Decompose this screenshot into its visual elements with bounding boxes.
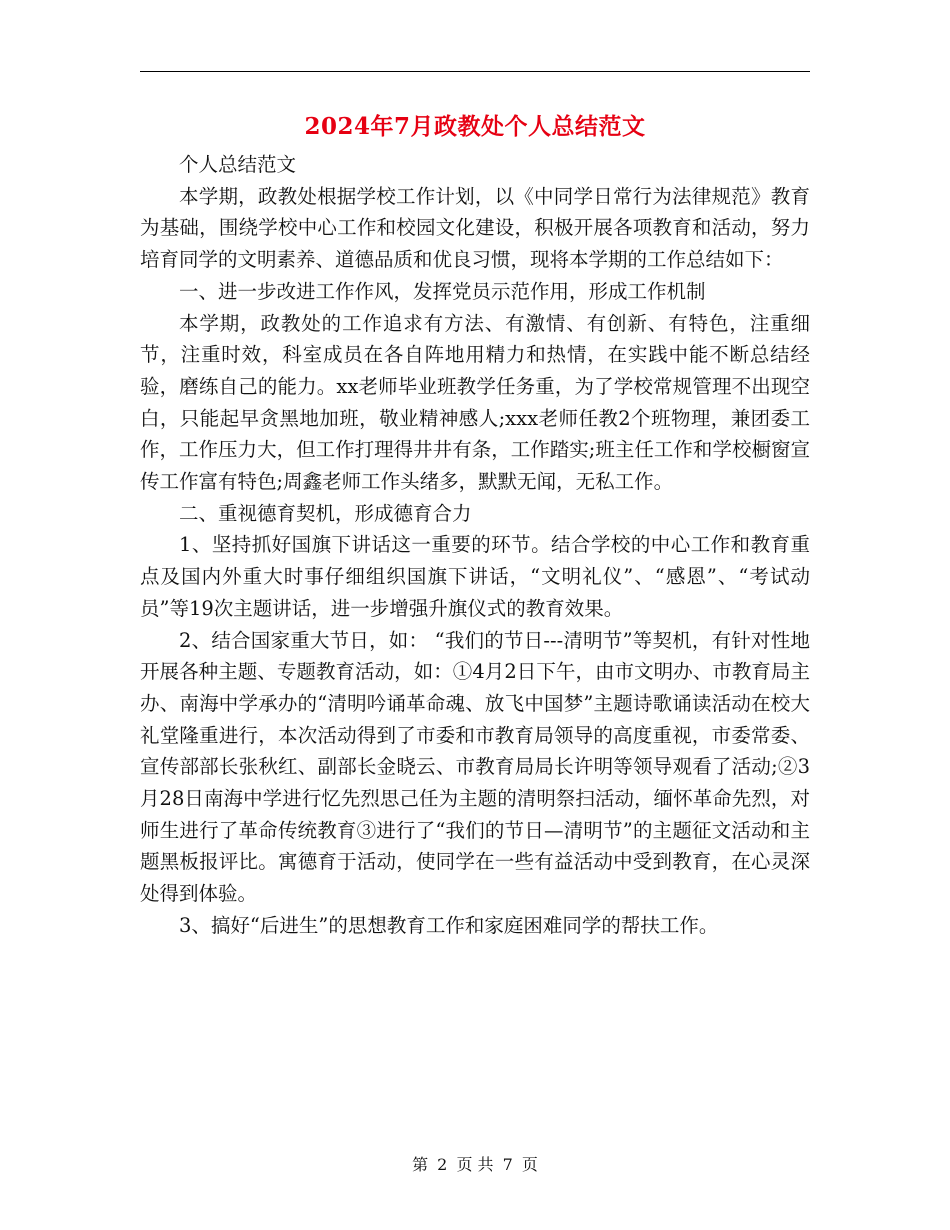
paragraph-section-1: 本学期，政教处的工作追求有方法、有激情、有创新、有特色，注重细节，注重时效，科室成员在各自阵地用精力和热情，在实践中能不断总结经验，磨练自己的能力。xx老师毕业班教学任务重，为了学校常规管理不出现空白，只能起早贪黑地加班，敬业精神感人;xxx老师任教2个班物理，兼团委工作，工作压力大，但工作打理得井井有条，工作踏实;班主任工作和学校橱窗宣传工作富有特色;周鑫老师工作头绪多，默默无闻，无私工作。 bbox=[140, 311, 810, 494]
paragraph-subtitle: 个人总结范文 bbox=[179, 153, 297, 176]
paragraph-item-2: 2、结合国家重大节日，如： “我们的节日---清明节”等契机，有针对性地开展各种主题、专题教育活动，如：①4月2日下午，由市文明办、市教育局主办、南海中学承办的“清明吟诵革命魂、放飞中国梦”主题诗歌诵读活动在校大礼堂隆重进行，本次活动得到了市委和市教育局领导的高度重视，市委常委、宣传部部长张秋红、副部长金晓云、市教育局局长许明等领导观看了活动;②3月28日南海中学进行忆先烈思己任为主题的清明祭扫活动，缅怀革命先烈，对师生进行了革命传统教育③进行了“我们的节日—清明节”的主题征文活动和主题黑板报评比。寓德育于活动，使同学在一些有益活动中受到教育，在心灵深处得到体验。 bbox=[140, 628, 810, 906]
section-heading-2: 二、重视德育契机，形成德育合力 bbox=[179, 501, 472, 525]
paragraph-intro: 本学期，政教处根据学校工作计划，以《中同学日常行为法律规范》教育为基础，围绕学校中心工作和校园文化建设，积极开展各项教育和活动，努力培育同学的文明素养、道德品质和优良习惯，现将本学期的工作总结如下： bbox=[140, 184, 810, 272]
paragraph-item-3: 3、搞好“后进生”的思想教育工作和家庭困难同学的帮扶工作。 bbox=[179, 913, 719, 937]
footer-suffix: 页 bbox=[521, 1155, 538, 1174]
footer-prefix: 第 bbox=[412, 1155, 429, 1174]
document-body bbox=[140, 149, 810, 942]
header-rule bbox=[140, 71, 810, 72]
paragraph-item-1: 1、坚持抓好国旗下讲话这一重要的环节。结合学校的中心工作和教育重点及国内外重大时事仔细组织国旗下讲话，“文明礼仪”、“感恩”、“考试动员”等19次主题讲话，进一步增强升旗仪式的教育效果。 bbox=[140, 533, 810, 620]
page-footer bbox=[0, 1153, 950, 1177]
footer-middle: 页 共 bbox=[456, 1155, 494, 1174]
footer-current-page: 2 bbox=[437, 1155, 448, 1174]
document-title: 2024年7月政教处个人总结范文 bbox=[304, 113, 646, 140]
section-heading-1: 一、进一步改进工作作风，发挥党员示范作用，形成工作机制 bbox=[179, 279, 706, 303]
footer-total-pages: 7 bbox=[502, 1155, 513, 1174]
